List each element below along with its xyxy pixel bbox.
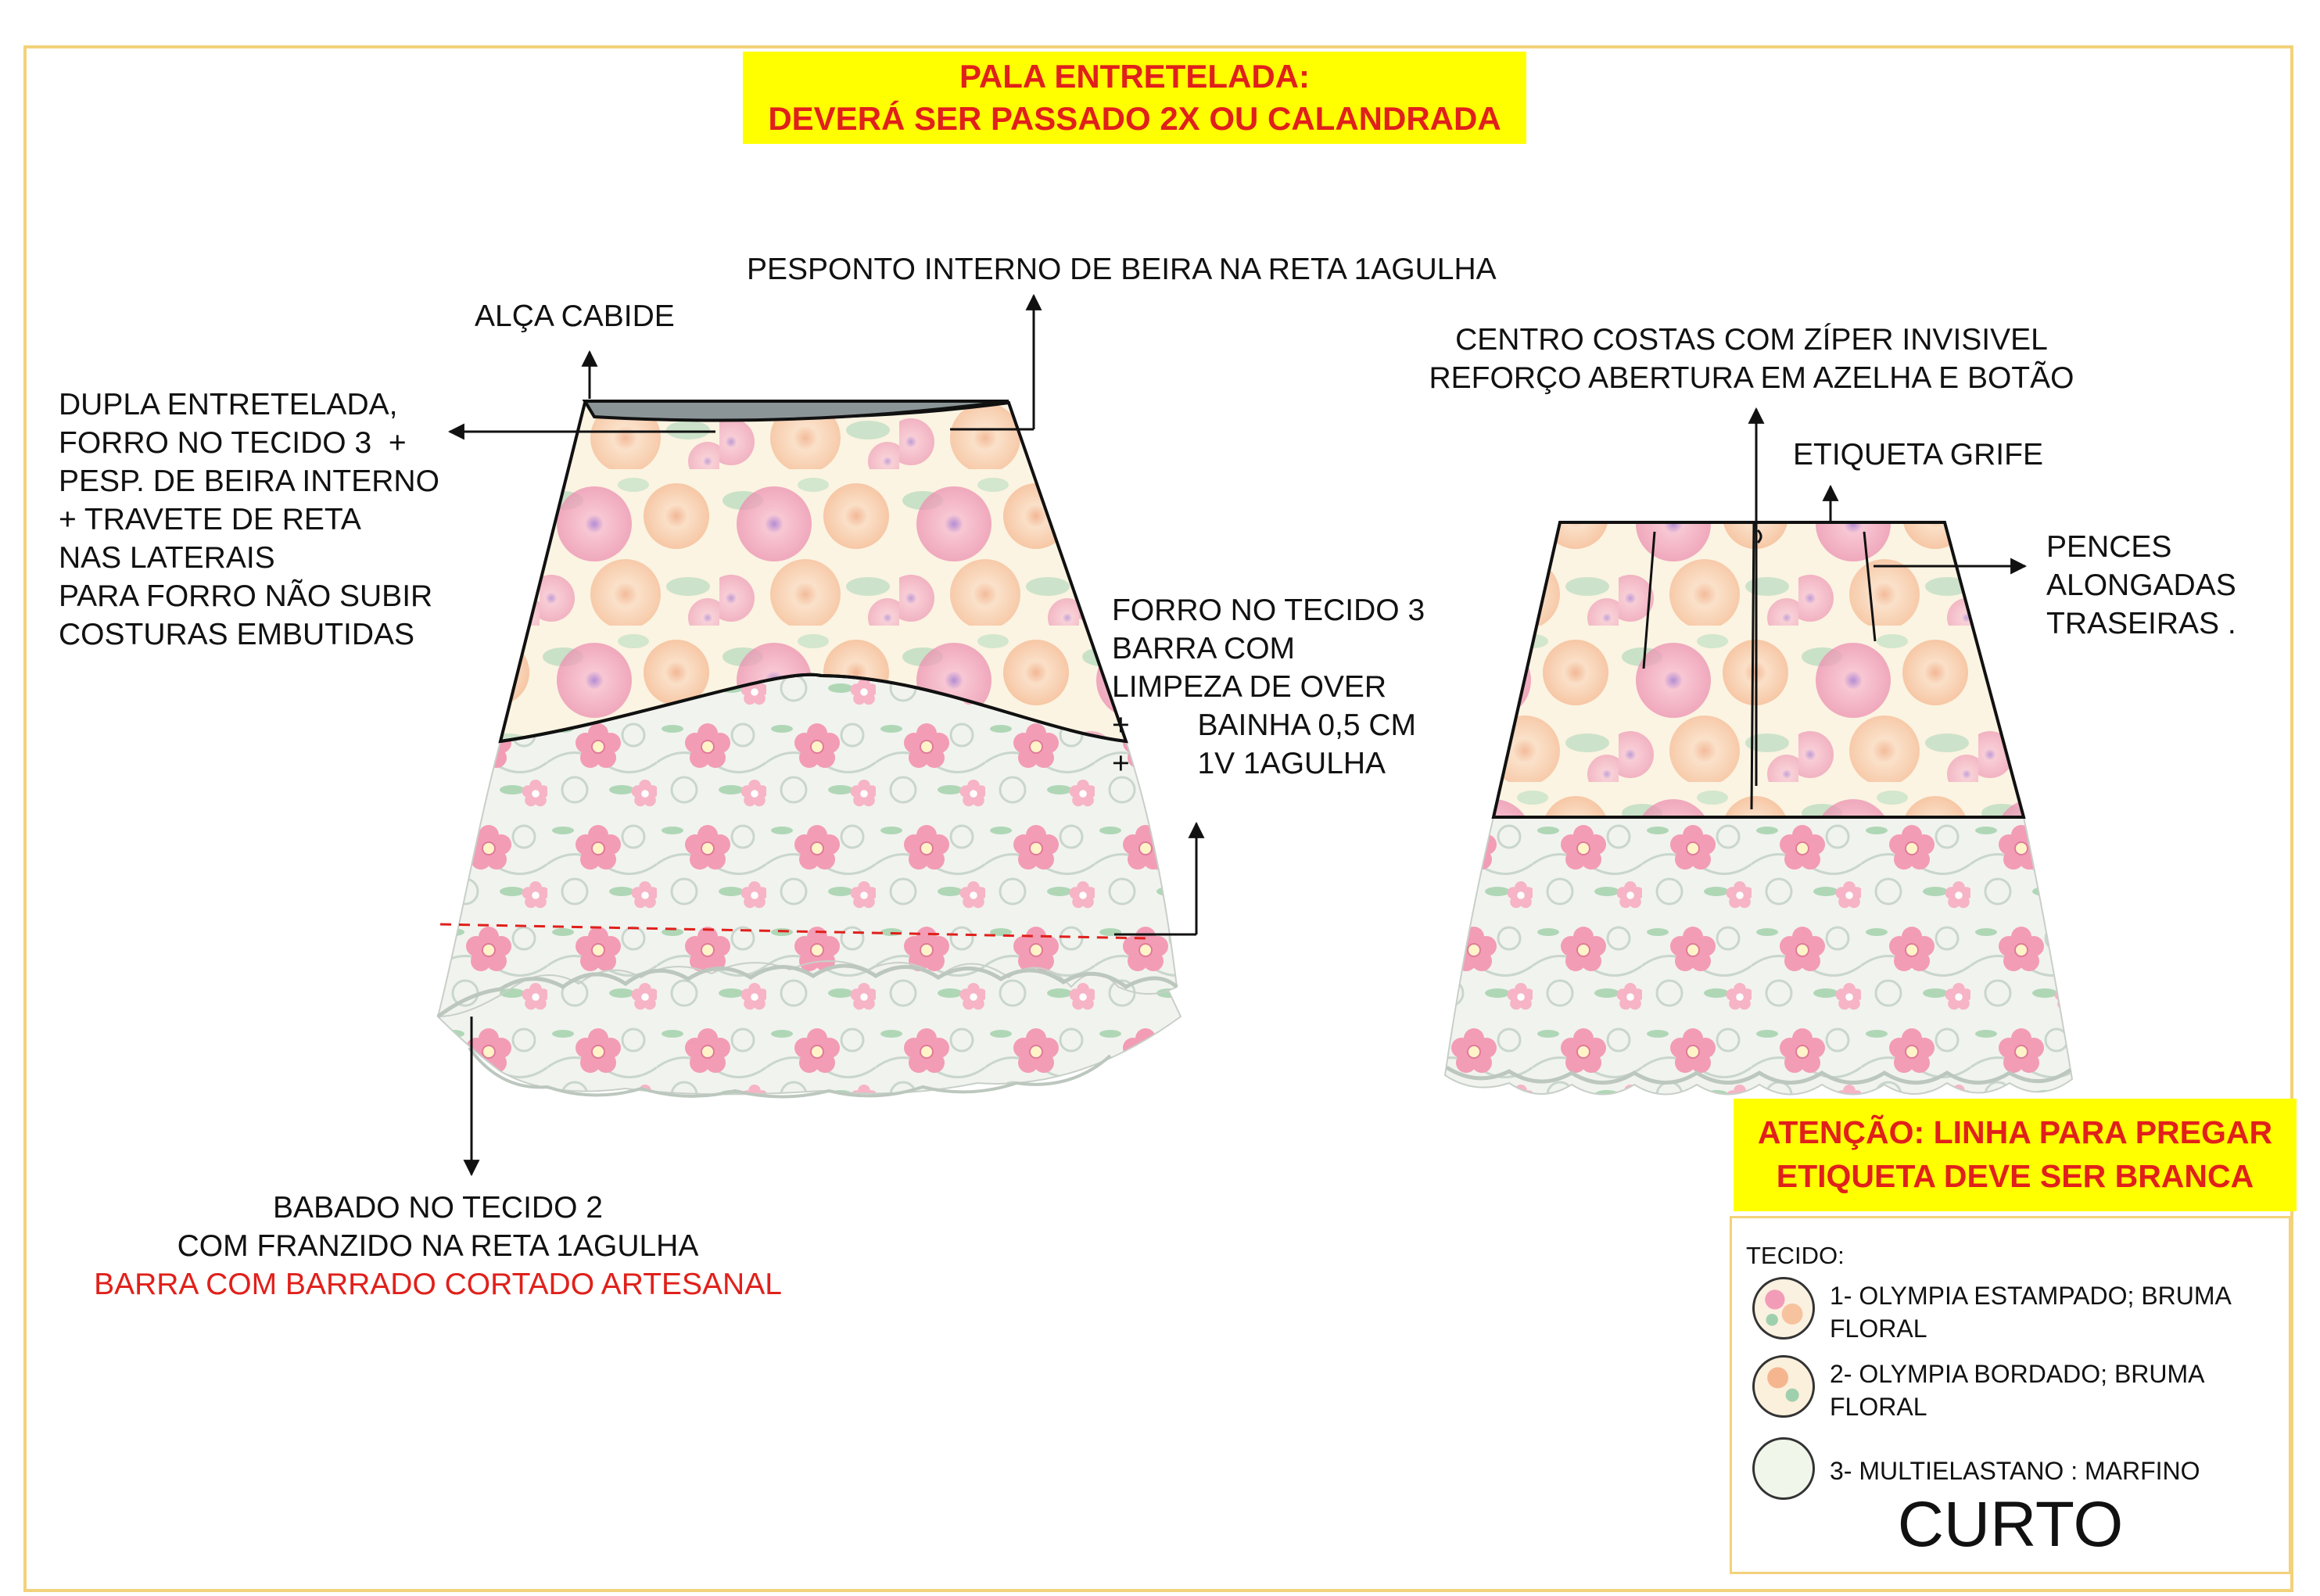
darts-note-line: ALONGADAS [2046, 568, 2236, 602]
ruffle-note-line: COM FRANZIDO NA RETA 1AGULHA [177, 1229, 699, 1263]
waistband-note-line: FORRO NO TECIDO 3 + [59, 426, 407, 460]
waistband-notes [59, 386, 439, 654]
fabric-item-2: 2- OLYMPIA BORDADO; BRUMA FLORAL [1830, 1360, 2205, 1421]
lining-notes [1112, 591, 1425, 783]
darts-note-line: TRASEIRAS . [2046, 607, 2236, 640]
lining-note-line: BARRA COM [1112, 632, 1296, 665]
lining-note-line: + BAINHA 0,5 CM [1112, 708, 1417, 742]
zipper-notes [1423, 321, 2080, 397]
ruffle-note-line: BABADO NO TECIDO 2 [273, 1191, 603, 1225]
hanger-loop-note: ALÇA CABIDE [475, 299, 675, 333]
fabric-item-1: 1- OLYMPIA ESTAMPADO; BRUMA FLORAL [1830, 1282, 2232, 1343]
zipper-note-line: CENTRO COSTAS COM ZÍPER INVISIVEL [1455, 323, 2048, 357]
attention-box [1734, 1099, 2297, 1211]
attention-line1: ATENÇÃO: LINHA PARA PREGAR [1757, 1114, 2273, 1150]
waistband-note-line: PARA FORRO NÃO SUBIR [59, 579, 433, 613]
front-skirt-illustration [438, 401, 1181, 1097]
back-ruffle [1445, 817, 2072, 1095]
header-note-line2: DEVERÁ SER PASSADO 2X OU CALANDRADA [768, 100, 1501, 137]
fabric-item-3: 3- MULTIELASTANO : MARFINO [1830, 1457, 2200, 1485]
header-note-box [743, 52, 1526, 144]
topstitch-note: PESPONTO INTERNO DE BEIRA NA RETA 1AGULHA [747, 253, 1497, 286]
lining-note-line: FORRO NO TECIDO 3 [1112, 594, 1425, 627]
waistband-note-line: DUPLA ENTRETELADA, [59, 388, 398, 421]
attention-line2: ETIQUETA DEVE SER BRANCA [1776, 1158, 2254, 1194]
darts-notes [2046, 528, 2236, 643]
ruffle-notes [94, 1189, 782, 1304]
back-skirt-illustration [1445, 522, 2072, 1095]
embroidered-floral-swatch-icon [1752, 1355, 1815, 1418]
waistband-note-line: PESP. DE BEIRA INTERNO [59, 464, 439, 498]
waistband-note-line: + TRAVETE DE RETA [59, 503, 361, 536]
length-label: CURTO [1897, 1489, 2124, 1560]
fabric-legend-title: TECIDO: [1746, 1242, 1845, 1269]
waistband-note-line: COSTURAS EMBUTIDAS [59, 618, 415, 651]
floral-print-swatch-icon [1752, 1277, 1815, 1340]
zipper-note-line: REFORÇO ABERTURA EM AZELHA E BOTÃO [1429, 361, 2074, 395]
waistband-note-line: NAS LATERAIS [59, 541, 275, 575]
label-note: ETIQUETA GRIFE [1793, 438, 2043, 472]
fabric-legend [1730, 1216, 2291, 1574]
header-note-line1: PALA ENTRETELADA: [959, 58, 1310, 95]
lining-note-line: + 1V 1AGULHA [1112, 747, 1386, 780]
ruffle-hem-note: BARRA COM BARRADO CORTADO ARTESANAL [94, 1268, 782, 1301]
lining-note-line: LIMPEZA DE OVER [1112, 670, 1387, 704]
darts-note-line: PENCES [2046, 530, 2172, 564]
